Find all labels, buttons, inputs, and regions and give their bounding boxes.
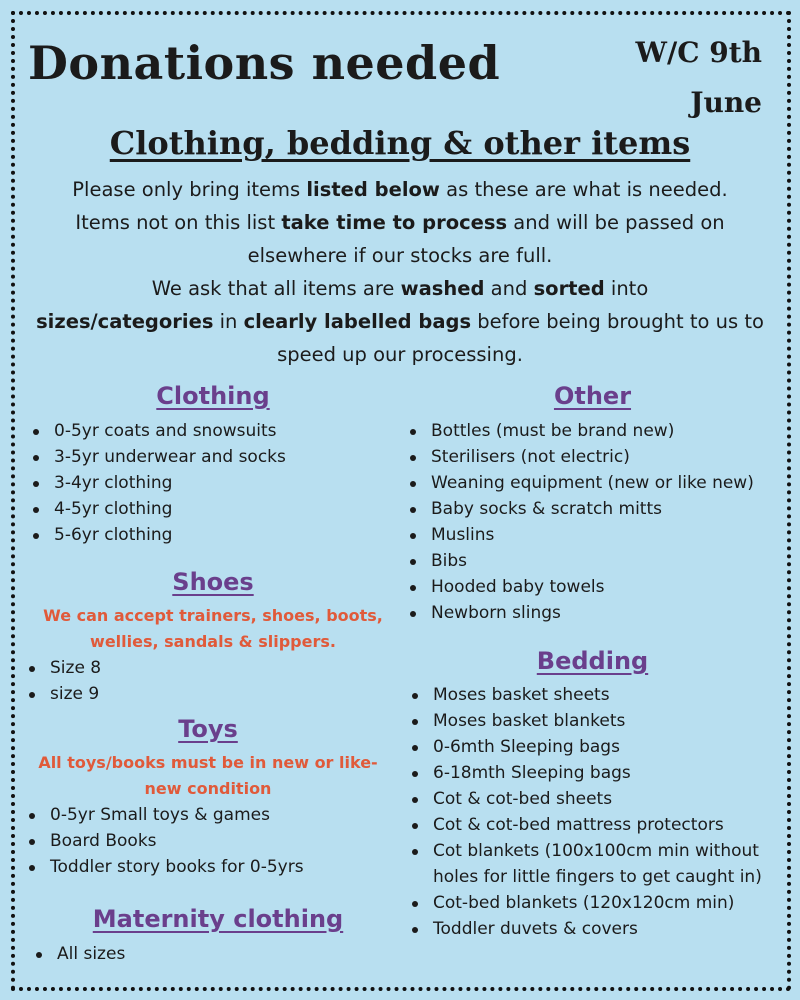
list-item: 4-5yr clothing xyxy=(28,496,398,522)
intro-text: Items not on this list xyxy=(75,211,282,234)
shoes-list xyxy=(24,655,394,707)
intro-text: as these are what is needed. xyxy=(439,178,728,201)
list-item: Cot-bed blankets (120x120cm min) xyxy=(407,890,775,916)
page-title: Donations needed xyxy=(28,36,501,90)
list-item: Board Books xyxy=(24,828,394,854)
list-item: 0-6mth Sleeping bags xyxy=(407,734,775,760)
list-item: Cot & cot-bed mattress protectors xyxy=(407,812,775,838)
intro-bold: take time to process xyxy=(281,211,508,234)
list-item: Toddler duvets & covers xyxy=(407,916,775,942)
week-commencing-line1: W/C 9th xyxy=(635,36,762,69)
maternity-heading: Maternity clothing xyxy=(92,905,344,933)
other-heading: Other xyxy=(553,382,632,410)
shoes-note: We can accept trainers, shoes, boots, wellies, sandals & slippers. xyxy=(43,606,383,651)
other-list xyxy=(405,418,780,626)
toys-note: All toys/books must be in new or like-new condition xyxy=(38,753,378,798)
list-item: size 9 xyxy=(24,681,394,707)
list-item: 3-5yr underwear and socks xyxy=(28,444,398,470)
week-commencing-line2: June xyxy=(690,86,762,119)
list-item: Sterilisers (not electric) xyxy=(405,444,780,470)
maternity-list xyxy=(31,941,401,967)
subtitle: Clothing, bedding & other items xyxy=(109,124,691,162)
intro-text: We ask that all items are xyxy=(151,277,401,300)
bedding-heading: Bedding xyxy=(536,647,649,675)
list-item: Moses basket blankets xyxy=(407,708,775,734)
bedding-list xyxy=(407,682,775,942)
list-item: 5-6yr clothing xyxy=(28,522,398,548)
list-item: Size 8 xyxy=(24,655,394,681)
list-item: Newborn slings xyxy=(405,600,780,626)
list-item: Hooded baby towels xyxy=(405,574,780,600)
list-item: Muslins xyxy=(405,522,780,548)
intro-bold: washed xyxy=(400,277,485,300)
intro-bold: sizes/categories xyxy=(36,310,214,333)
list-item: Toddler story books for 0-5yrs xyxy=(24,854,394,880)
list-item: 0-5yr Small toys & games xyxy=(24,802,394,828)
week-commencing xyxy=(572,28,762,128)
list-item: 3-4yr clothing xyxy=(28,470,398,496)
clothing-heading: Clothing xyxy=(156,382,270,410)
toys-heading: Toys xyxy=(178,715,238,743)
clothing-list xyxy=(28,418,398,548)
list-item: Baby socks & scratch mitts xyxy=(405,496,780,522)
list-item: Moses basket sheets xyxy=(407,682,775,708)
intro-text: in xyxy=(213,310,244,333)
toys-list xyxy=(24,802,394,880)
intro-text: and xyxy=(484,277,534,300)
intro-bold: listed below xyxy=(306,178,440,201)
list-item: 6-18mth Sleeping bags xyxy=(407,760,775,786)
shoes-heading: Shoes xyxy=(172,568,254,596)
intro-text: and will be passed on elsewhere if our stocks are full. xyxy=(247,211,725,267)
intro-text: Please only bring items xyxy=(72,178,307,201)
list-item: 0-5yr coats and snowsuits xyxy=(28,418,398,444)
intro-bold: clearly labelled bags xyxy=(243,310,472,333)
list-item: Bibs xyxy=(405,548,780,574)
intro-text: into xyxy=(604,277,649,300)
list-item: Cot & cot-bed sheets xyxy=(407,786,775,812)
list-item: Bottles (must be brand new) xyxy=(405,418,780,444)
intro-text: before being brought to us to speed up our processing. xyxy=(277,310,764,366)
list-item: Cot blankets (100x100cm min without holes for little fingers to get caught in) xyxy=(407,838,775,890)
list-item: All sizes xyxy=(31,941,401,967)
list-item: Weaning equipment (new or like new) xyxy=(405,470,780,496)
intro-bold: sorted xyxy=(533,277,605,300)
intro-text xyxy=(28,173,772,371)
